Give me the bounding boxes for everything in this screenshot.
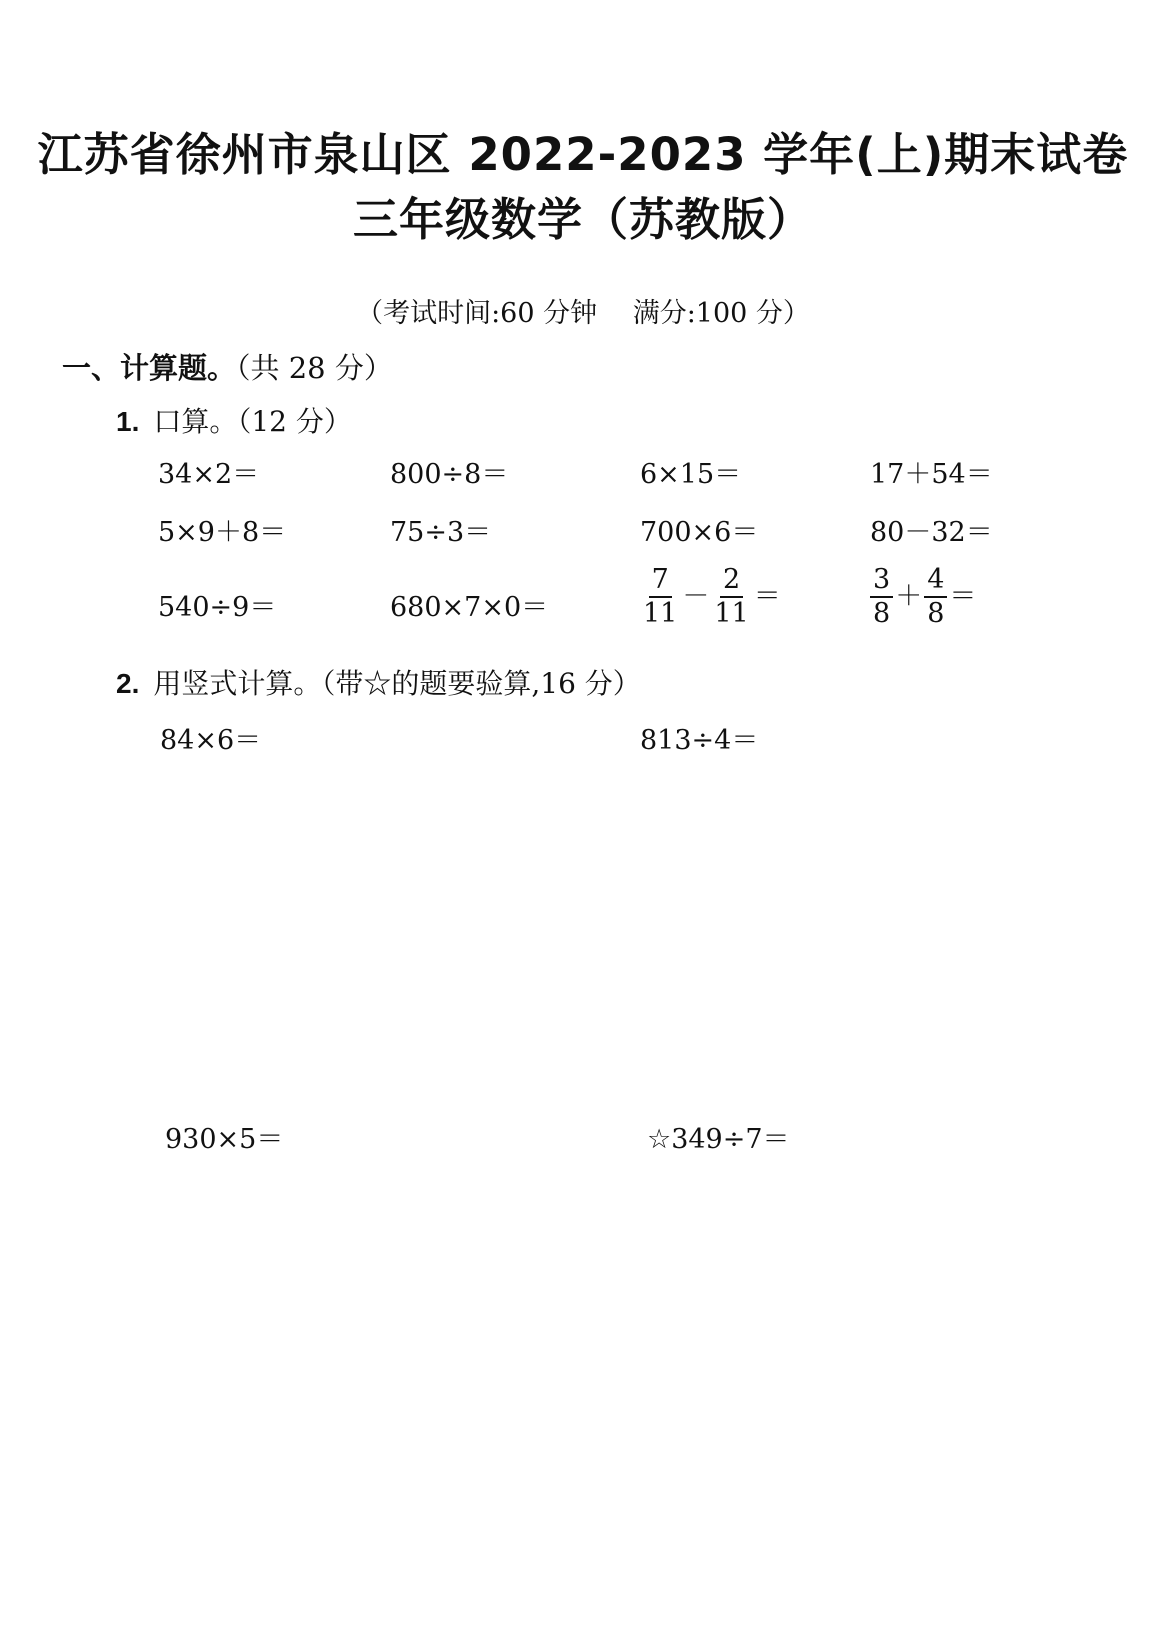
fraction: [640, 566, 680, 629]
denominator: 8: [873, 598, 891, 630]
section-heading: [62, 346, 393, 387]
numerator: 2: [720, 566, 743, 598]
fraction-problem: [868, 566, 976, 629]
fraction: [711, 566, 751, 629]
exam-info: （考试时间:60 分钟 满分:100 分）: [356, 298, 810, 329]
denominator: 11: [714, 598, 749, 630]
exam-title-line2: 三年级数学（苏教版）: [352, 193, 813, 246]
denominator: 8: [927, 598, 945, 630]
fraction-problem: [638, 566, 781, 629]
equals-sign: ＝: [949, 580, 977, 612]
question-1: [116, 400, 352, 440]
section-points: （共 28 分）: [236, 351, 393, 385]
question-text: 用竖式计算。（带☆的题要验算,16 分）: [153, 667, 641, 700]
oral-problem: 34×2＝: [158, 459, 260, 490]
fraction: [924, 566, 947, 629]
oral-problem: 75÷3＝: [390, 517, 492, 548]
operator: －: [682, 580, 710, 612]
section-title: 一、计算题。: [62, 351, 237, 385]
oral-problem: 700×6＝: [640, 517, 759, 548]
oral-problem: 680×7×0＝: [390, 592, 549, 623]
oral-problem: 540÷9＝: [158, 592, 277, 623]
fraction: [870, 566, 893, 629]
question-text: 口算。（12 分）: [153, 405, 352, 438]
question-number: 1.: [116, 406, 140, 437]
oral-problem: 80－32＝: [870, 517, 993, 548]
vertical-calc-problem: 930×5＝: [165, 1124, 284, 1155]
denominator: 11: [643, 598, 678, 630]
oral-problem: 5×9＋8＝: [158, 517, 287, 548]
question-2: [116, 662, 641, 702]
equals-sign: ＝: [753, 580, 781, 612]
operator: ＋: [895, 580, 923, 612]
numerator: 4: [924, 566, 947, 598]
vertical-calc-problem: 84×6＝: [160, 725, 262, 756]
oral-problem: 17＋54＝: [870, 459, 993, 490]
exam-title-line1: 江苏省徐州市泉山区 2022-2023 学年(上)期末试卷: [37, 128, 1129, 181]
oral-problem: 6×15＝: [640, 459, 742, 490]
oral-problem: 800÷8＝: [390, 459, 509, 490]
numerator: 3: [870, 566, 893, 598]
question-number: 2.: [116, 668, 140, 699]
vertical-calc-problem: 813÷4＝: [640, 725, 759, 756]
numerator: 7: [649, 566, 672, 598]
vertical-calc-problem: ☆349÷7＝: [647, 1124, 790, 1155]
